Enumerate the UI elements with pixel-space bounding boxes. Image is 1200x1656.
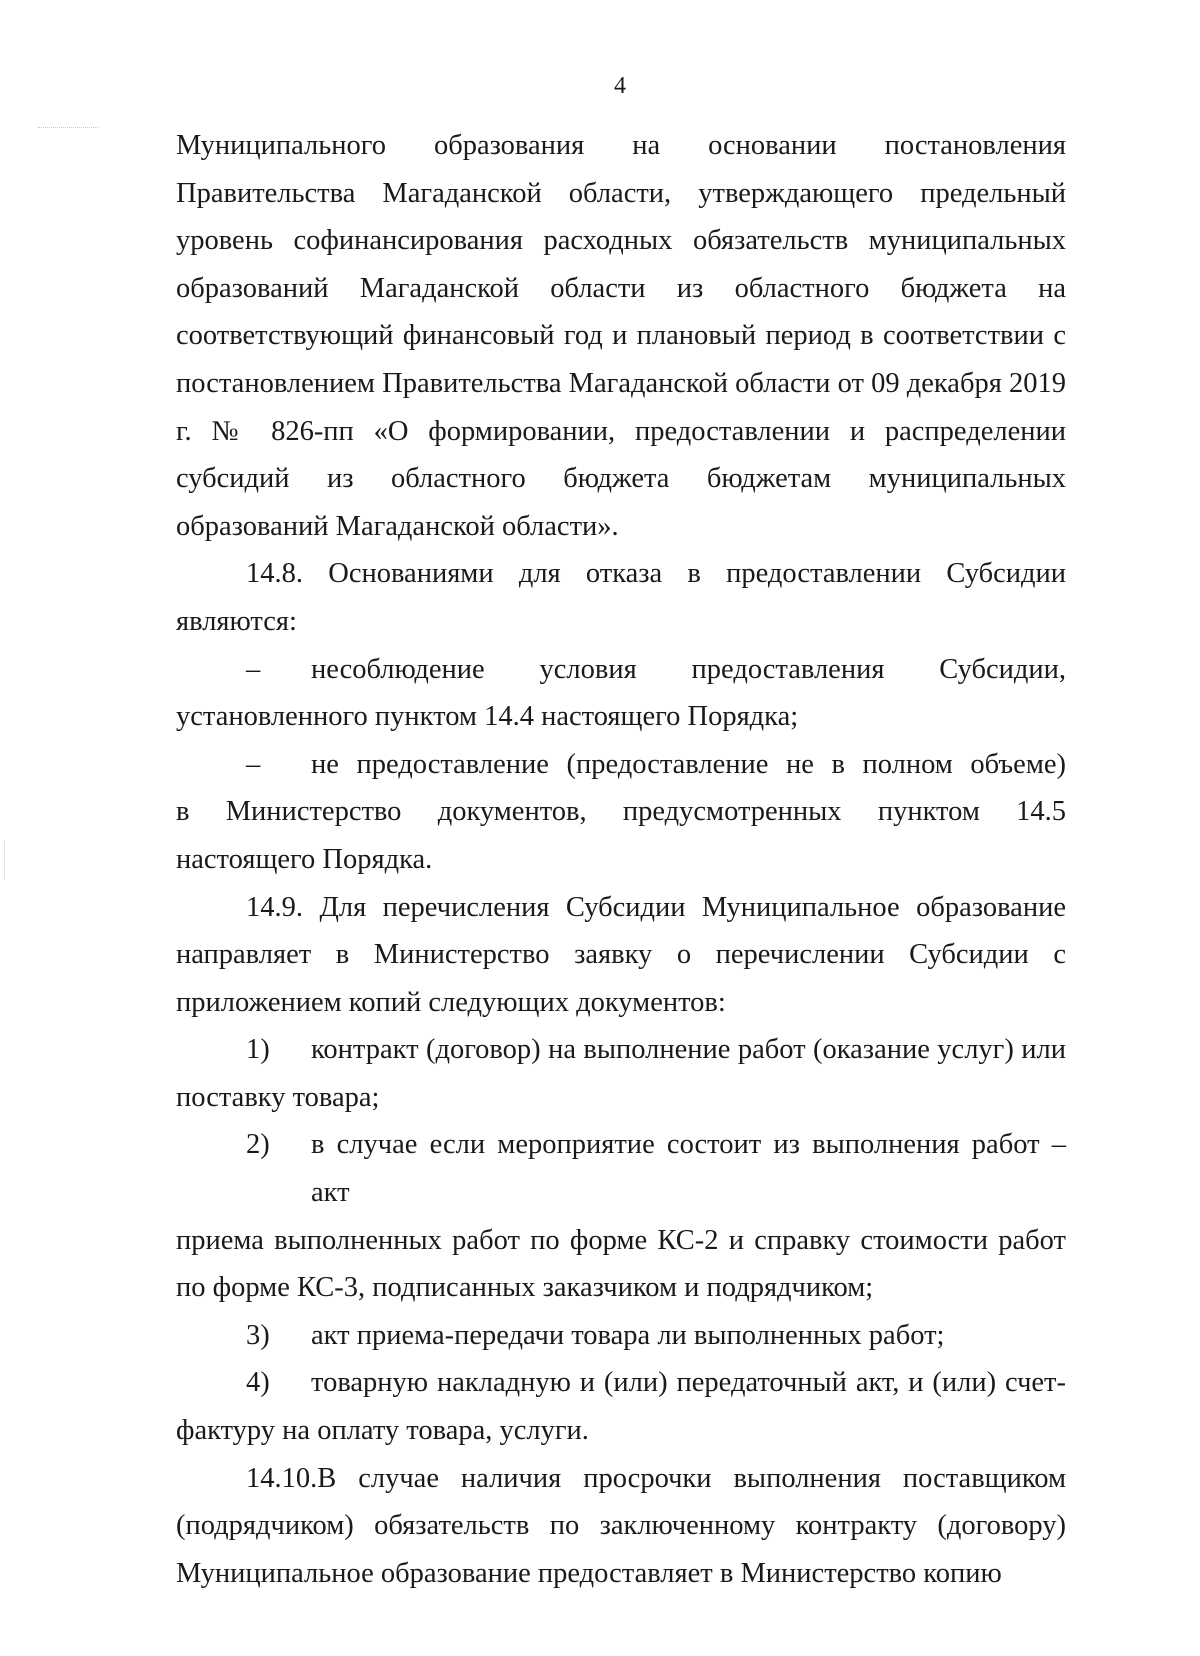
list-item-first-line: не предоставление (предоставление не в полном объеме) (311, 748, 1066, 780)
list-item-first-line: в случае если мероприятие состоит из выполнения работ – акт (311, 1129, 1066, 1209)
list-item-first-line: несоблюдение условия предоставления Субсидии, (311, 653, 1066, 685)
list-item-4 (176, 1359, 1066, 1407)
list-item-3 (176, 1312, 1066, 1360)
list-item-continuation: поставку товара; (176, 1081, 380, 1113)
list-item-continuation: установленного пунктом 14.4 настоящего Порядка; (176, 701, 799, 733)
list-item-first-line: акт приема-передачи товара ли выполненных работ; (311, 1319, 945, 1351)
number-marker: 1) (246, 1034, 270, 1066)
dash-marker: – (246, 748, 261, 780)
page-number: 4 (614, 73, 626, 99)
list-item-continuation: приема выполненных работ по форме КС-2 и справку стоимости работ по форме КС-3, подписанных заказчиком и подрядчиком; (176, 1224, 1066, 1304)
paragraph-14-10: 14.10.В случае наличия просрочки выполнения поставщиком (подрядчиком) обязательств по заключенному контракту (договору) Муниципальное образование предоставляет в Министерство копию (176, 1462, 1066, 1589)
paragraph-municipal-cofinancing: Муниципального образования на основании постановления Правительства Магаданской области, утверждающего предельный уровень софинансирования расходных обязательств муниципальных образований Магаданской области из областного бюджета на соответствующий финансовый год и плановый период в соответствии с постановлением Правительства Магаданской области от 09 декабря 2019 г. № 826-пп «О формировании, предоставлении и распределении субсидий из областного бюджета бюджетам муниципальных образований Магаданской области». (176, 130, 1066, 542)
list-item-dash-1 (176, 646, 1066, 694)
number-marker: 3) (246, 1319, 270, 1351)
list-item-first-line: товарную накладную и (или) передаточный акт, и (или) счет- (311, 1367, 1066, 1399)
document-body (176, 122, 1066, 1597)
number-marker: 2) (246, 1129, 270, 1161)
paragraph-14-9: 14.9. Для перечисления Субсидии Муниципальное образование направляет в Министерство заявку о перечислении Субсидии с приложением копий следующих документов: (176, 891, 1066, 1018)
list-item-continuation: в Министерство документов, предусмотренных пунктом 14.5 настоящего Порядка. (176, 796, 1066, 875)
list-item-continuation: фактуру на оплату товара, услуги. (176, 1415, 589, 1447)
list-item-2 (176, 1121, 1066, 1216)
scan-margin-mark (38, 127, 98, 129)
list-item-first-line: контракт (договор) на выполнение работ (оказание услуг) или (311, 1034, 1066, 1066)
list-item-dash-2 (176, 741, 1066, 789)
number-marker: 4) (246, 1367, 270, 1399)
list-item-1 (176, 1026, 1066, 1074)
paragraph-14-8: 14.8. Основаниями для отказа в предоставлении Субсидии являются: (176, 558, 1066, 637)
dash-marker: – (246, 653, 261, 685)
scan-edge-mark (4, 840, 5, 880)
